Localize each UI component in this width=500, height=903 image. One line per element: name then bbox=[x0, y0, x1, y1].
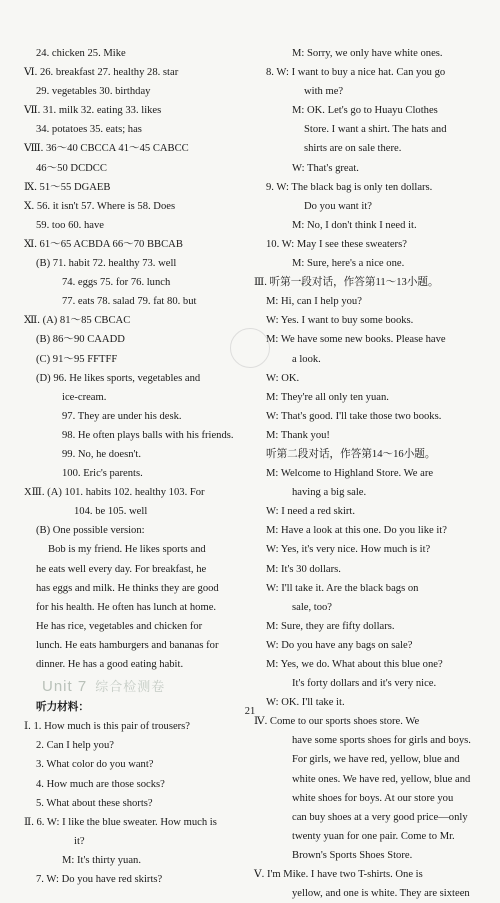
text-line: has eggs and milk. He thinks they are good bbox=[36, 582, 219, 594]
text-line: XⅢ. (A) 101. habits 102. healthy 103. For bbox=[24, 487, 205, 499]
text-line: 2. Can I help you? bbox=[36, 740, 114, 752]
text-line: he eats well every day. For breakfast, he bbox=[36, 563, 207, 575]
text-line: M: Sure, here's a nice one. bbox=[292, 258, 405, 270]
text-line: Ⅺ. 61～65 ACBDA 66～70 BBCAB bbox=[24, 238, 183, 250]
faint-stamp bbox=[230, 328, 270, 368]
text-line: lunch. He eats hamburgers and bananas for bbox=[36, 639, 219, 651]
text-line: (B) 71. habit 72. healthy 73. well bbox=[36, 258, 177, 270]
text-line: M: We have some new books. Please have bbox=[266, 334, 446, 346]
text-line: white shoes for boys. At our store you bbox=[292, 792, 454, 804]
text-line: 97. They are under his desk. bbox=[62, 410, 182, 422]
text-line: It's forty dollars and it's very nice. bbox=[292, 678, 437, 690]
text-line: Ⅱ. 6. W: I like the blue sweater. How much is bbox=[24, 816, 217, 828]
text-line: white ones. We have red, yellow, blue and bbox=[292, 773, 471, 785]
text-line: 98. He often plays balls with his friends. bbox=[62, 429, 234, 441]
text-line: M: No, I don't think I need it. bbox=[292, 219, 417, 231]
text-line: dinner. He has a good eating habit. bbox=[36, 659, 184, 670]
text-line: ice-cream. bbox=[62, 391, 107, 403]
text-line: can buy shoes at a very good price—only bbox=[292, 811, 468, 823]
text-line: Ⅹ. 56. it isn't 57. Where is 58. Does bbox=[24, 200, 176, 212]
text-line: Do you want it? bbox=[304, 200, 372, 212]
text-line: 8. W: I want to buy a nice hat. Can you go bbox=[266, 67, 446, 79]
text-line: have some sports shoes for girls and boys. bbox=[292, 735, 471, 747]
text-line: it? bbox=[74, 835, 85, 847]
text-line: W: OK. I'll take it. bbox=[266, 697, 345, 709]
unit-title: Unit 7 综合检测卷 bbox=[42, 678, 166, 696]
text-line: Ⅵ. 26. breakfast 27. healthy 28. star bbox=[24, 67, 179, 79]
text-line: with me? bbox=[304, 86, 344, 98]
text-line: Ⅷ. 36～40 CBCCA 41～45 CABCC bbox=[24, 143, 189, 155]
text-line: 34. potatoes 35. eats; has bbox=[36, 124, 142, 136]
text-line: 29. vegetables 30. birthday bbox=[36, 86, 151, 98]
text-line: 77. eats 78. salad 79. fat 80. but bbox=[62, 296, 197, 308]
text-line: 7. W: Do you have red skirts? bbox=[36, 874, 163, 886]
text-line: M: Yes, we do. What about this blue one? bbox=[266, 659, 443, 670]
left-column bbox=[24, 44, 250, 889]
text-line: 9. W: The black bag is only ten dollars. bbox=[266, 181, 433, 193]
text-line: shirts are on sale there. bbox=[304, 143, 402, 155]
answer-key-lines bbox=[24, 44, 250, 674]
text-line: a look. bbox=[292, 353, 321, 365]
text-line: (B) One possible version: bbox=[36, 525, 145, 537]
text-line: Brown's Sports Shoes Store. bbox=[292, 849, 413, 861]
text-line: He has rice, vegetables and chicken for bbox=[36, 620, 203, 632]
text-line: W: Do you have any bags on sale? bbox=[266, 639, 413, 651]
text-line: having a big sale. bbox=[292, 487, 367, 499]
text-line: M: Sorry, we only have white ones. bbox=[292, 48, 443, 59]
text-line: Ⅳ. Come to our sports shoes store. We bbox=[254, 716, 420, 728]
text-line: Ⅰ. 1. How much is this pair of trousers? bbox=[24, 721, 191, 733]
text-line: M: OK. Let's go to Huayu Clothes bbox=[292, 105, 438, 117]
text-line: (B) 86～90 CAADD bbox=[36, 334, 125, 346]
text-line: M: Hi, can I help you? bbox=[266, 296, 362, 308]
listening-script-lines bbox=[24, 717, 250, 889]
listening-label: 听力材料： bbox=[36, 702, 89, 714]
text-line: M: Sure, they are fifty dollars. bbox=[266, 620, 395, 632]
text-line: W: Yes. I want to buy some books. bbox=[266, 315, 414, 327]
text-line: W: OK. bbox=[266, 372, 300, 384]
text-line: For girls, we have red, yellow, blue and bbox=[292, 754, 460, 766]
text-line: 46～50 DCDCC bbox=[36, 162, 107, 174]
page-number: 21 bbox=[244, 706, 256, 717]
text-line: W: That's great. bbox=[292, 162, 359, 174]
text-line: Ⅴ. I'm Mike. I have two T-shirts. One is bbox=[254, 869, 423, 881]
text-line: (D) 96. He likes sports, vegetables and bbox=[36, 372, 201, 384]
text-line: 10. W: May I see these sweaters? bbox=[266, 238, 407, 250]
text-line: twenty yuan for one pair. Come to Mr. bbox=[292, 830, 455, 842]
text-line: Ⅶ. 31. milk 32. eating 33. likes bbox=[24, 105, 162, 117]
text-line: W: That's good. I'll take those two books. bbox=[266, 410, 442, 422]
text-line: M: Welcome to Highland Store. We are bbox=[266, 468, 434, 480]
text-line: 3. What color do you want? bbox=[36, 759, 154, 771]
text-line: W: Yes, it's very nice. How much is it? bbox=[266, 544, 431, 556]
text-line: M: They're all only ten yuan. bbox=[266, 391, 389, 403]
text-line: yellow, and one is white. They are sixteen bbox=[292, 888, 470, 900]
text-line: Ⅸ. 51～55 DGAEB bbox=[24, 181, 111, 193]
text-line: Ⅲ. 听第一段对话，作答第11～13小题。 bbox=[254, 277, 439, 289]
text-line: 4. How much are those socks? bbox=[36, 778, 165, 790]
text-line: W: I'll take it. Are the black bags on bbox=[266, 582, 419, 594]
text-line: Store. I want a shirt. The hats and bbox=[304, 124, 447, 136]
text-line: 59. too 60. have bbox=[36, 219, 104, 231]
unit-heading bbox=[24, 677, 250, 698]
text-line: M: Thank you! bbox=[266, 429, 330, 441]
text-line: 74. eggs 75. for 76. lunch bbox=[62, 277, 171, 289]
text-line: Bob is my friend. He likes sports and bbox=[48, 544, 206, 556]
text-line: 100. Eric's parents. bbox=[62, 468, 143, 480]
text-line: sale, too? bbox=[292, 601, 333, 613]
listening-script-lines-right bbox=[254, 44, 482, 903]
text-line: for his health. He often has lunch at home. bbox=[36, 601, 217, 613]
text-line: M: Have a look at this one. Do you like it? bbox=[266, 525, 447, 537]
text-line: (C) 91～95 FFTFF bbox=[36, 353, 118, 365]
text-line: M: It's thirty yuan. bbox=[62, 854, 142, 866]
text-line: W: I need a red skirt. bbox=[266, 506, 356, 518]
text-line: M: It's 30 dollars. bbox=[266, 563, 341, 575]
text-line: 104. be 105. well bbox=[74, 506, 148, 518]
right-column bbox=[254, 44, 482, 903]
text-line: 听第二段对话，作答第14～16小题。 bbox=[266, 448, 436, 460]
text-line: 24. chicken 25. Mike bbox=[36, 48, 126, 59]
text-line: Ⅻ. (A) 81～85 CBCAC bbox=[24, 315, 131, 327]
text-line: 99. No, he doesn't. bbox=[62, 448, 141, 460]
text-line: 5. What about these shorts? bbox=[36, 797, 153, 809]
